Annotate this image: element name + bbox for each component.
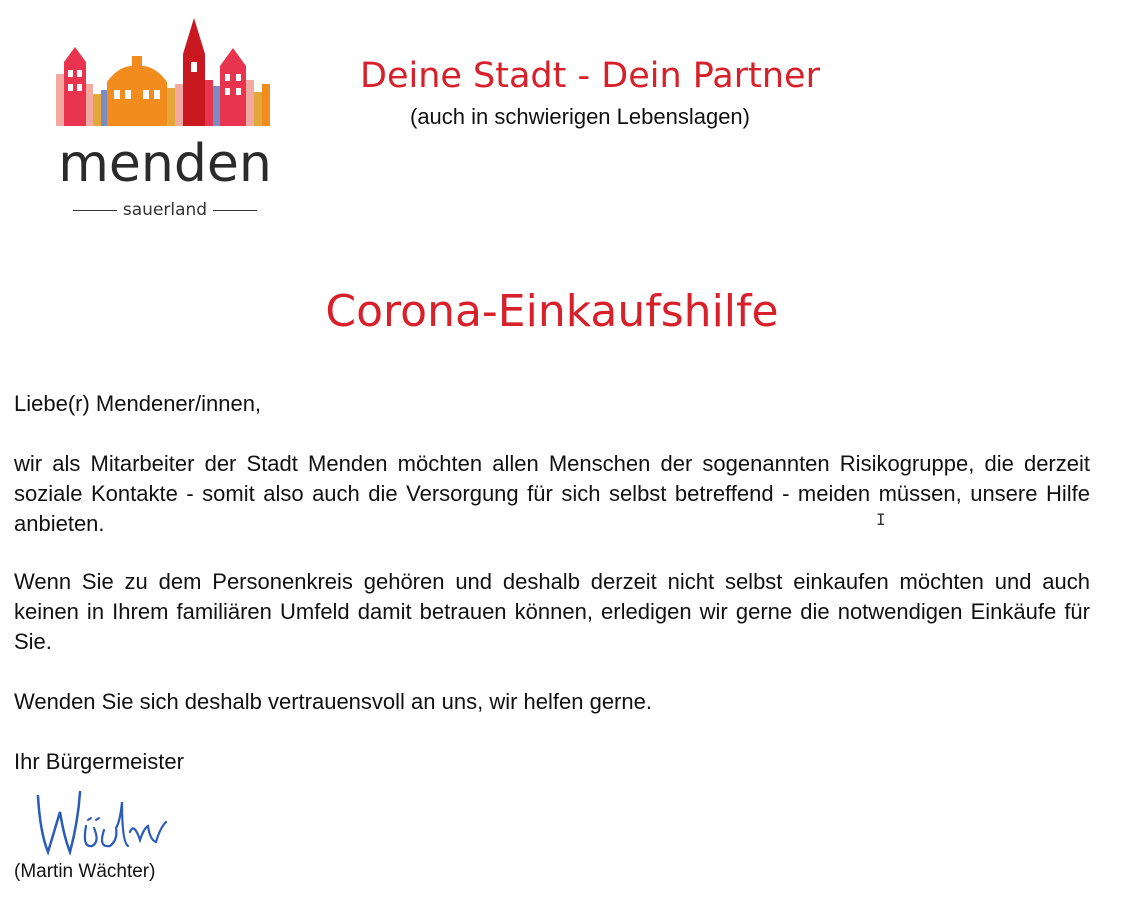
greeting-line: Liebe(r) Mendener/innen, xyxy=(14,391,262,416)
logo-rule-left xyxy=(73,210,117,211)
body-paragraph-2: Wenn Sie zu dem Personenkreis gehören und deshalb derzeit nicht selbst einkaufen möchten und auch keinen in Ihrem familiären Umfeld damit betrauen können, erledigen wir gerne die notwendigen Einkäufe für Sie. xyxy=(14,569,1090,654)
city-logo xyxy=(50,14,280,224)
header-slogan-subtitle: (auch in schwierigen Lebenslagen) xyxy=(410,104,750,129)
logo-rule-right xyxy=(213,210,257,211)
text-cursor-icon: I xyxy=(876,510,886,529)
city-skyline-icon xyxy=(50,14,280,134)
body-paragraph-3: Wenden Sie sich deshalb vertrauensvoll an uns, wir helfen gerne. xyxy=(14,689,652,714)
logo-wordmark: menden xyxy=(58,134,272,194)
logo-subline xyxy=(50,200,280,220)
closing-line: Ihr Bürgermeister xyxy=(14,749,184,774)
header-slogan: Deine Stadt - Dein Partner xyxy=(360,56,820,96)
body-paragraph-1: wir als Mitarbeiter der Stadt Menden möchten allen Menschen der sogenannten Risikogruppe, die derzeit soziale Kontakte - somit also auch die Versorgung für sich selbst betreffend - meiden müssen, unsere Hilfe anbieten. xyxy=(14,451,1090,536)
handwritten-signature xyxy=(30,782,180,860)
signer-name: (Martin Wächter) xyxy=(14,861,156,882)
logo-region: sauerland xyxy=(122,200,208,220)
document-title: Corona-Einkaufshilfe xyxy=(325,286,779,337)
